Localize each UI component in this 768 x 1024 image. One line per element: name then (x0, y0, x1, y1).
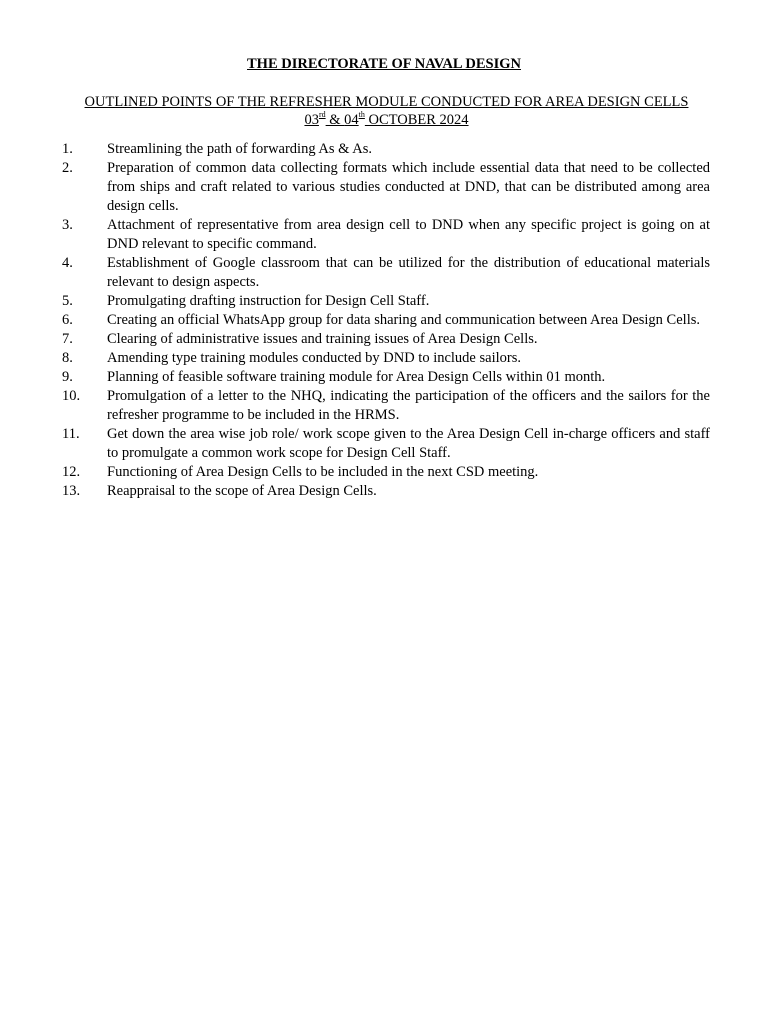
list-item-number: 4. (62, 255, 73, 271)
list-item (0, 311, 768, 330)
list-item-number: 3. (62, 217, 73, 233)
list-item-text: Reappraisal to the scope of Area Design Cells. (107, 483, 377, 499)
subtitle-line: OUTLINED POINTS OF THE REFRESHER MODULE CONDUCTED FOR AREA DESIGN CELLS (84, 94, 689, 110)
list-item (0, 330, 768, 349)
date-month-year: OCTOBER 2024 (364, 112, 469, 128)
list-item (0, 140, 768, 159)
list-item (0, 482, 768, 501)
list-item-number: 2. (62, 160, 73, 176)
list-item (0, 292, 768, 311)
list-item-number: 8. (62, 350, 73, 366)
list-item-text: Preparation of common data collecting formats which include essential data that need to be collected from ships and craft related to various studies conducted at DND, that can be distributed among area design cells. (107, 160, 710, 214)
list-item (0, 425, 768, 463)
list-item-number: 1. (62, 141, 73, 157)
list-item-number: 12. (62, 464, 81, 480)
list-item-number: 5. (62, 293, 73, 309)
list-item (0, 368, 768, 387)
list-item-text: Planning of feasible software training module for Area Design Cells within 01 month. (107, 369, 606, 385)
list-item-text: Establishment of Google classroom that can be utilized for the distribution of educational materials relevant to design aspects. (107, 255, 710, 290)
list-item-number: 9. (62, 369, 73, 385)
list-item-text: Get down the area wise job role/ work scope given to the Area Design Cell in-charge officers and staff to promulgate a common work scope for Design Cell Staff. (107, 426, 710, 461)
list-item (0, 254, 768, 292)
list-item-number: 11. (62, 426, 80, 442)
list-item (0, 159, 768, 216)
list-item-text: Attachment of representative from area design cell to DND when any specific project is going on at DND relevant to specific command. (107, 217, 710, 252)
list-item-text: Promulgating drafting instruction for Design Cell Staff. (107, 293, 430, 309)
list-item-number: 10. (62, 388, 81, 404)
list-item-text: Clearing of administrative issues and training issues of Area Design Cells. (107, 331, 538, 347)
list-item (0, 349, 768, 368)
list-item-number: 7. (62, 331, 73, 347)
list-item-text: Promulgation of a letter to the NHQ, indicating the participation of the officers and the sailors for the refresher programme to be included in the HRMS. (107, 388, 710, 423)
subtitle-date (0, 111, 768, 129)
document-title: THE DIRECTORATE OF NAVAL DESIGN (247, 56, 521, 72)
list-item-text: Creating an official WhatsApp group for data sharing and communication between Area Design Cells. (107, 312, 700, 328)
points-list (0, 140, 768, 501)
list-item-number: 13. (62, 483, 81, 499)
list-item-number: 6. (62, 312, 73, 328)
date-day2: 04 (344, 112, 359, 128)
list-item-text: Amending type training modules conducted by DND to include sailors. (107, 350, 521, 366)
date-day2-suffix: th (358, 110, 365, 120)
date-day1-suffix: rd (318, 110, 326, 120)
date-day1: 03 (304, 112, 319, 128)
list-item-text: Functioning of Area Design Cells to be included in the next CSD meeting. (107, 464, 539, 480)
list-item (0, 463, 768, 482)
date-joiner: & (325, 112, 345, 128)
document-subtitle (0, 93, 768, 129)
list-item (0, 387, 768, 425)
list-item-text: Streamlining the path of forwarding As & As. (107, 141, 372, 157)
list-item (0, 216, 768, 254)
